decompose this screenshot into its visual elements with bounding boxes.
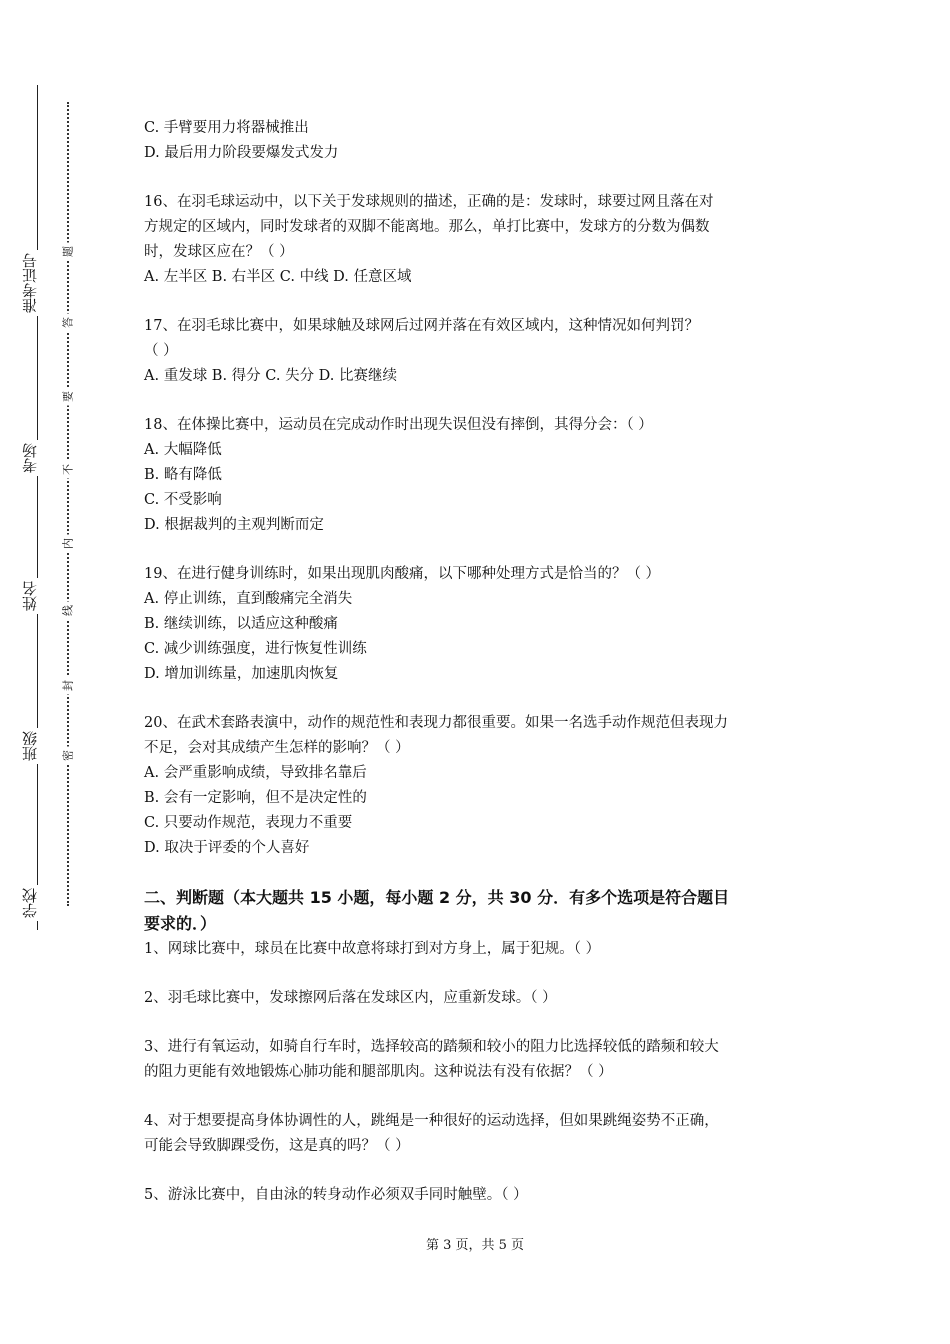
q16-text: 时，发球区应在？（ ） xyxy=(144,244,294,260)
q17-options: A. 重发球 B. 得分 C. 失分 D. 比赛继续 xyxy=(144,368,398,384)
q20-text: 20、在武术套路表演中，动作的规范性和表现力都很重要。如果一名选手动作规范但表现力 xyxy=(144,715,728,731)
exam-room-label: 考场 xyxy=(22,440,52,476)
q16-options: A. 左半区 B. 右半区 C. 中线 D. 任意区域 xyxy=(144,269,412,285)
q20-option-c: C. 只要动作规范，表现力不重要 xyxy=(144,815,353,831)
q19-option-a: A. 停止训练，直到酸痛完全消失 xyxy=(144,591,353,607)
binding-line xyxy=(37,85,38,930)
seal-char: 封 xyxy=(60,677,77,695)
seal-char: 题 xyxy=(60,243,77,261)
judge-q3: 3、进行有氧运动，如骑自行车时，选择较高的踏频和较小的阻力比选择较低的踏频和较大 xyxy=(144,1039,719,1055)
seal-char: 答 xyxy=(60,314,77,332)
judge-q1: 1、网球比赛中，球员在比赛中故意将球打到对方身上，属于犯规。（ ） xyxy=(144,941,601,957)
q20-option-d: D. 取决于评委的个人喜好 xyxy=(144,840,310,856)
q16-text: 16、在羽毛球运动中，以下关于发球规则的描述，正确的是：发球时，球要过网且落在对 xyxy=(144,194,714,210)
seal-dotted-line xyxy=(67,102,69,906)
seal-char: 要 xyxy=(60,388,77,406)
page-footer: 第 3 页，共 5 页 xyxy=(425,1238,525,1253)
seal-char: 内 xyxy=(60,535,77,553)
q16-text: 方规定的区域内，同时发球者的双脚不能离地。那么，单打比赛中，发球方的分数为偶数 xyxy=(144,219,710,235)
seal-char: 密 xyxy=(60,747,77,765)
class-label: 班级 xyxy=(22,728,52,764)
exam-number-label: 准考证号 xyxy=(22,250,52,316)
q19-option-d: D. 增加训练量，加速肌肉恢复 xyxy=(144,666,339,682)
q20-text: 不足，会对其成绩产生怎样的影响？（ ） xyxy=(144,740,410,756)
name-label: 姓名 xyxy=(22,578,52,614)
q18-option-c: C. 不受影响 xyxy=(144,492,222,508)
seal-char: 线 xyxy=(60,602,77,620)
exam-content xyxy=(144,116,814,1208)
q17-text: 17、在羽毛球比赛中，如果球触及球网后过网并落在有效区域内，这种情况如何判罚？ xyxy=(144,318,699,334)
seal-char: 不 xyxy=(60,461,77,479)
judge-q3: 的阻力更能有效地锻炼心肺功能和腿部肌肉。这种说法有没有依据？（ ） xyxy=(144,1064,613,1080)
q18-option-d: D. 根据裁判的主观判断而定 xyxy=(144,517,324,533)
section-title: 要求的．） xyxy=(144,914,217,933)
q15-option-c: C. 手臂要用力将器械推出 xyxy=(144,120,309,136)
judge-q2: 2、羽毛球比赛中，发球擦网后落在发球区内，应重新发球。（ ） xyxy=(144,990,557,1006)
q17-text: （ ） xyxy=(144,343,178,359)
q20-option-a: A. 会严重影响成绩，导致排名靠后 xyxy=(144,765,367,781)
q19-text: 19、在进行健身训练时，如果出现肌肉酸痛，以下哪种处理方式是恰当的？（ ） xyxy=(144,566,661,582)
q15-option-d: D. 最后用力阶段要爆发式发力 xyxy=(144,145,339,161)
q18-text: 18、在体操比赛中，运动员在完成动作时出现失误但没有摔倒，其得分会：（ ） xyxy=(144,417,653,433)
q20-option-b: B. 会有一定影响，但不是决定性的 xyxy=(144,790,367,806)
q19-option-c: C. 减少训练强度，进行恢复性训练 xyxy=(144,641,367,657)
judge-q5: 5、游泳比赛中，自由泳的转身动作必须双手同时触壁。（ ） xyxy=(144,1187,528,1203)
judge-q4: 4、对于想要提高身体协调性的人，跳绳是一种很好的运动选择，但如果跳绳姿势不正确， xyxy=(144,1113,719,1129)
judge-q4: 可能会导致脚踝受伤，这是真的吗？（ ） xyxy=(144,1138,410,1154)
school-label: 学校 xyxy=(22,885,52,921)
section-title: 二、判断题（本大题共 15 小题，每小题 2 分，共 30 分．有多个选项是符合题目 xyxy=(144,888,730,907)
q18-option-b: B. 略有降低 xyxy=(144,467,222,483)
q19-option-b: B. 继续训练，以适应这种酸痛 xyxy=(144,616,338,632)
q18-option-a: A. 大幅降低 xyxy=(144,442,222,458)
